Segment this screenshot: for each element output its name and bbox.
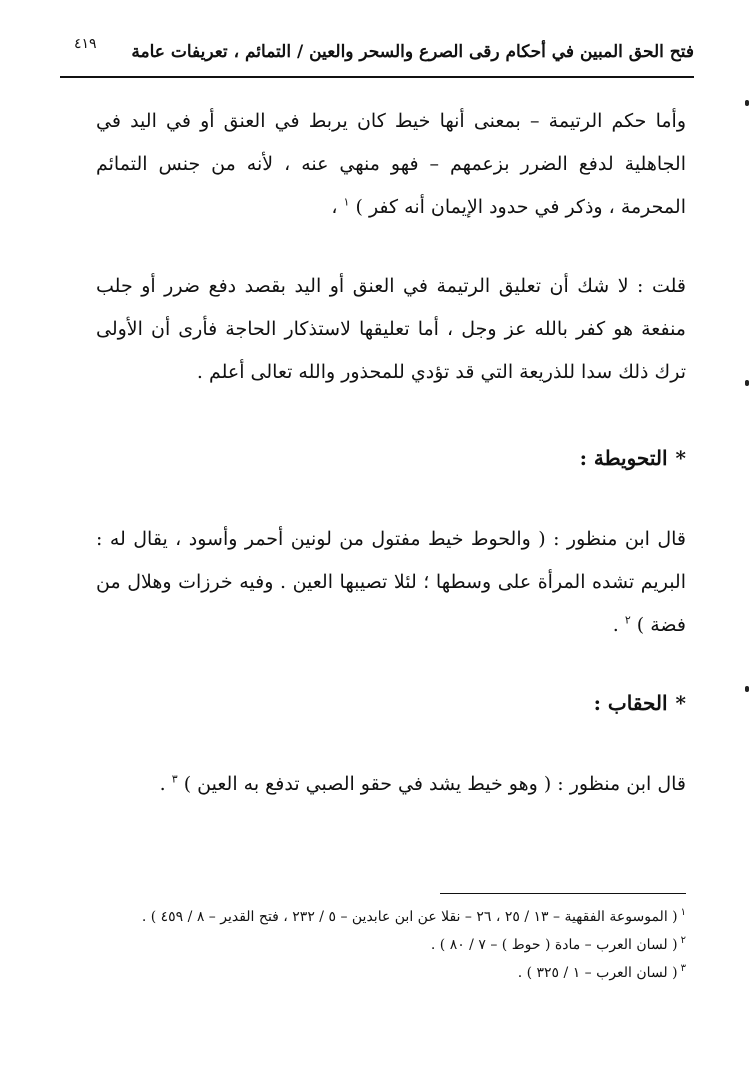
paragraph-author-opinion: قلت : لا شك أن تعليق الرتيمة في العنق أو اليد بقصد دفع ضرر أو جلب منفعة هو كفر بالله عز وجل ، أما تعليقها لاستذكار الحاجة فأرى أن الأولى ترك ذلك سدا للذريعة التي قد تؤدي للمحذور والله تعالى أعلم . [96,275,686,383]
footnote-1 [60,903,686,931]
paragraph-end-mark: . [159,773,166,795]
paragraph-text: قال ابن منظور : ( والحوط خيط مفتول من لونين أحمر وأسود ، يقال له : البريم تشده المرأة على وسطها ؛ لئلا تصيبها العين . وفيه خرزات وهلال من فضة ) [96,528,686,636]
heading-tahwita [96,438,686,478]
heading-text: التحويطة : [579,446,668,470]
footnote-3 [60,959,686,987]
footnote-ref-1: ١ [343,195,350,209]
footnote-ref-2: ٢ [624,613,631,627]
header-rule [60,76,694,78]
paragraph-hawt-definition [96,518,686,647]
footnote-2 [60,931,686,959]
scan-margin-mark [745,380,749,386]
paragraph-text: وأما حكم الرتيمة – بمعنى أنها خيط كان يربط في العنق أو في اليد في الجاهلية لدفع الضرر بزعمهم – فهو منهي عنه ، لأنه من جنس التمائم المحرمة ، وذكر في حدود الإيمان أنه كفر ) [96,110,686,218]
heading-hiqab [96,683,686,723]
heading-marker: * [675,446,686,470]
footnote-ref-3: ٣ [171,772,178,786]
footnote-text: ( لسان العرب – ١ / ٣٢٥ ) . [517,965,678,981]
scan-margin-mark [745,686,749,692]
footnote-text: ( الموسوعة الفقهية – ١٣ / ٢٥ ، ٢٦ – نقلا عن ابن عابدين – ٥ / ٢٣٢ ، فتح القدير – ٨ / ٤٥٩ ) . [141,909,678,925]
footnote-separator [440,893,686,894]
scan-margin-mark [745,100,749,106]
heading-text: الحقاب : [593,691,668,715]
footnote-number: ١ [680,907,686,919]
paragraph-ruling-ratima [96,100,686,229]
paragraph-text: قال ابن منظور : ( وهو خيط يشد في حقو الصبي تدفع به العين ) [183,773,686,795]
paragraph-hiqab-definition [96,763,686,806]
page-header [60,36,694,70]
footnote-number: ٣ [680,963,686,975]
page-number: ٤١٩ [74,36,97,52]
page-body [96,100,686,806]
footnote-text: ( لسان العرب – مادة ( حوط ) – ٧ / ٨٠ ) . [430,937,678,953]
running-title: فتح الحق المبين في أحكام رقى الصرع والسحر والعين / التمائم ، تعريفات عامة [131,42,694,62]
paragraph-end-mark: . [612,614,619,636]
footnote-number: ٢ [680,935,686,947]
heading-marker: * [675,691,686,715]
paragraph-end-mark: ، [331,196,338,218]
footnotes [60,903,686,987]
